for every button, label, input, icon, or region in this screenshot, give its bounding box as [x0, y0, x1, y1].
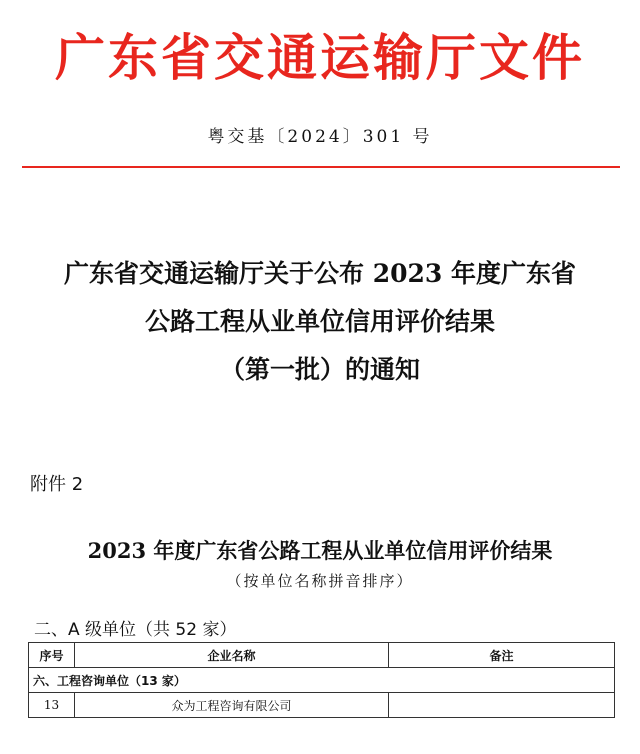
red-divider	[22, 166, 620, 168]
result-table	[28, 642, 615, 718]
result-title: 2023 年度广东省公路工程从业单位信用评价结果	[87, 538, 553, 563]
notice-title-line-1: 广东省交通运输厅关于公布 2023 年度广东省	[64, 259, 576, 288]
row-note	[389, 693, 615, 718]
column-header-note: 备注	[389, 643, 615, 668]
header-title: 广东省交通运输厅文件	[55, 28, 585, 87]
table-header-row	[29, 643, 615, 668]
result-subtitle: （按单位名称拼音排序）	[226, 572, 414, 590]
category-cell: 六、工程咨询单位（13 家）	[29, 668, 615, 693]
notice-title-line-2: 公路工程从业单位信用评价结果	[144, 307, 495, 336]
section-heading: 二、A 级单位（共 52 家）	[34, 620, 237, 640]
column-header-name: 企业名称	[75, 643, 389, 668]
notice-title-line-3: （第一批）的通知	[219, 355, 420, 384]
table-row	[29, 693, 615, 718]
table-category-row	[29, 668, 615, 693]
row-index: 13	[29, 693, 75, 718]
column-header-index: 序号	[29, 643, 75, 668]
attachment-label: 附件 2	[30, 474, 84, 495]
row-company-name: 众为工程咨询有限公司	[75, 693, 389, 718]
document-number: 粤交基〔2024〕301 号	[207, 127, 433, 147]
